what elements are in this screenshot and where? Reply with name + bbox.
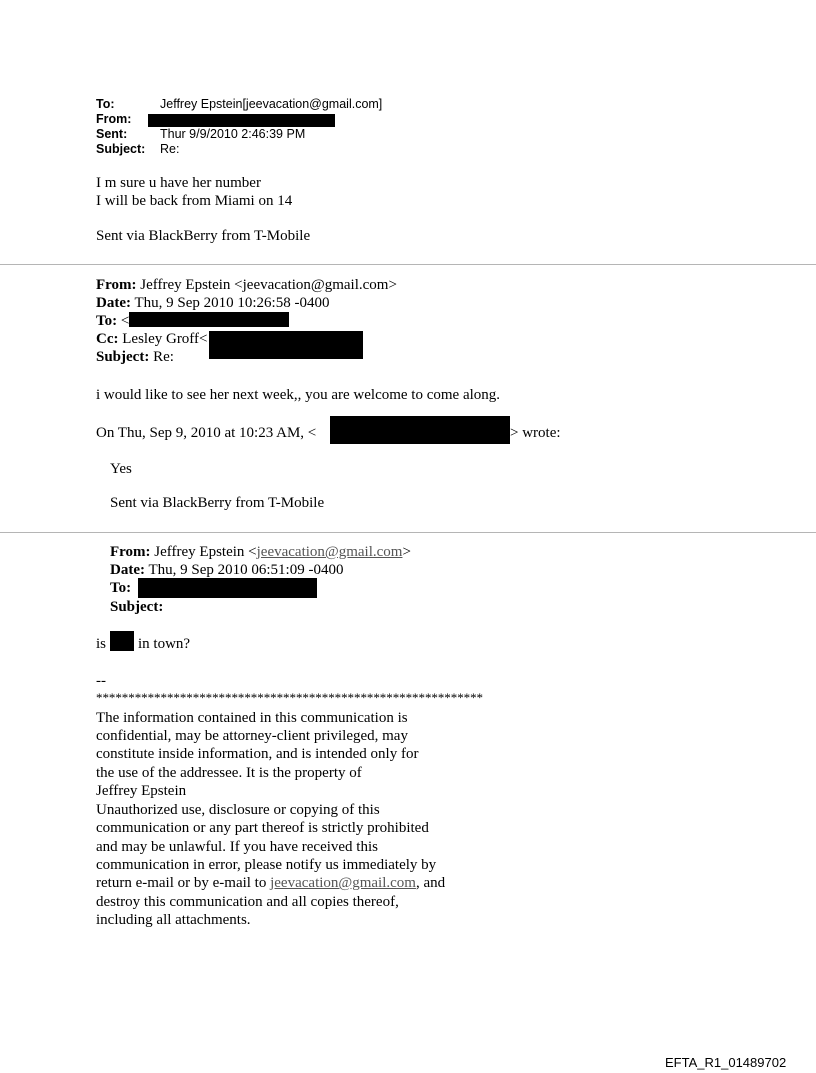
h2-from-line — [96, 276, 397, 294]
h2-cc-value: Lesley Groff< — [122, 331, 208, 347]
h2-from-label: From: — [96, 277, 137, 293]
question-pre: is — [96, 636, 107, 652]
quote-intro-post: > wrote: — [510, 425, 561, 441]
redaction-box — [129, 312, 289, 327]
h2-subject-value: Re: — [153, 349, 174, 365]
subject-label: Subject: — [96, 142, 146, 156]
h3-from-pre: Jeffrey Epstein < — [154, 544, 257, 560]
signature-dashes: -- — [96, 673, 106, 689]
h3-date-label: Date: — [110, 562, 145, 578]
quoted-signature: Sent via BlackBerry from T-Mobile — [110, 495, 325, 511]
body1-line2: I will be back from Miami on 14 — [96, 193, 293, 209]
h3-to-label: To: — [110, 580, 132, 596]
disclaimer-line10-post: , and — [415, 875, 446, 891]
redaction-box — [148, 114, 335, 127]
h3-date-line — [110, 561, 343, 579]
disclaimer-line: communication in error, please notify us immediately by — [96, 857, 437, 873]
redaction-box — [209, 331, 363, 359]
h2-cc-line — [96, 330, 208, 348]
disclaimer-line: confidential, may be attorney-client privileged, may — [96, 728, 408, 744]
disclaimer-line: communication or any part thereof is strictly prohibited — [96, 820, 429, 836]
quoted-yes: Yes — [110, 461, 132, 477]
h3-from-email-link[interactable]: jeevacation@gmail.com — [256, 544, 403, 560]
h3-date-value: Thu, 9 Sep 2010 06:51:09 -0400 — [148, 562, 344, 578]
h2-date-label: Date: — [96, 295, 131, 311]
quote-intro-pre: On Thu, Sep 9, 2010 at 10:23 AM, < — [96, 425, 317, 441]
disclaimer-line: the use of the addressee. It is the property of — [96, 765, 362, 781]
h3-subject-label: Subject: — [110, 599, 164, 615]
sent-label: Sent: — [96, 127, 128, 141]
redaction-box — [330, 416, 510, 444]
divider — [0, 264, 816, 265]
h3-from-label: From: — [110, 544, 151, 560]
signature-stars: ************************************************************ — [96, 690, 484, 705]
h3-from-post: > — [402, 544, 411, 560]
h2-to-value: < — [120, 313, 130, 329]
body1-line1: I m sure u have her number — [96, 175, 261, 191]
h2-date-value: Thu, 9 Sep 2010 10:26:58 -0400 — [134, 295, 330, 311]
question-post: in town? — [138, 636, 191, 652]
h2-subject-label: Subject: — [96, 349, 150, 365]
disclaimer-line — [96, 874, 445, 892]
to-label: To: — [96, 97, 115, 111]
h3-to-line — [110, 579, 131, 597]
from-label: From: — [96, 112, 132, 126]
h2-cc-label: Cc: — [96, 331, 119, 347]
divider — [0, 532, 816, 533]
disclaimer-line10-pre: return e-mail or by e-mail to — [96, 875, 271, 891]
h2-from-value: Jeffrey Epstein <jeevacation@gmail.com> — [140, 277, 397, 293]
sent-value: Thur 9/9/2010 2:46:39 PM — [160, 127, 306, 141]
disclaimer-line: constitute inside information, and is intended only for — [96, 746, 419, 762]
to-value: Jeffrey Epstein[jeevacation@gmail.com] — [160, 97, 383, 111]
document-id: EFTA_R1_01489702 — [665, 1055, 787, 1070]
body1-signature: Sent via BlackBerry from T-Mobile — [96, 228, 311, 244]
h3-subject-line — [110, 598, 163, 616]
disclaimer-line: Jeffrey Epstein — [96, 783, 187, 799]
subject-value: Re: — [160, 142, 180, 156]
h3-from-line — [110, 543, 411, 561]
disclaimer-line: Unauthorized use, disclosure or copying of this — [96, 802, 380, 818]
h2-to-line — [96, 312, 129, 330]
disclaimer-line: destroy this communication and all copies thereof, — [96, 894, 399, 910]
redaction-box — [110, 631, 134, 651]
redaction-box — [138, 578, 317, 598]
disclaimer-email-link[interactable]: jeevacation@gmail.com — [270, 875, 416, 891]
h2-to-label: To: — [96, 313, 118, 329]
h2-subject-line — [96, 348, 174, 366]
disclaimer-line: The information contained in this communication is — [96, 710, 408, 726]
disclaimer-line: including all attachments. — [96, 912, 251, 928]
body2-line1: i would like to see her next week,, you are welcome to come along. — [96, 387, 501, 403]
h2-date-line — [96, 294, 329, 312]
disclaimer-line: and may be unlawful. If you have received this — [96, 839, 378, 855]
